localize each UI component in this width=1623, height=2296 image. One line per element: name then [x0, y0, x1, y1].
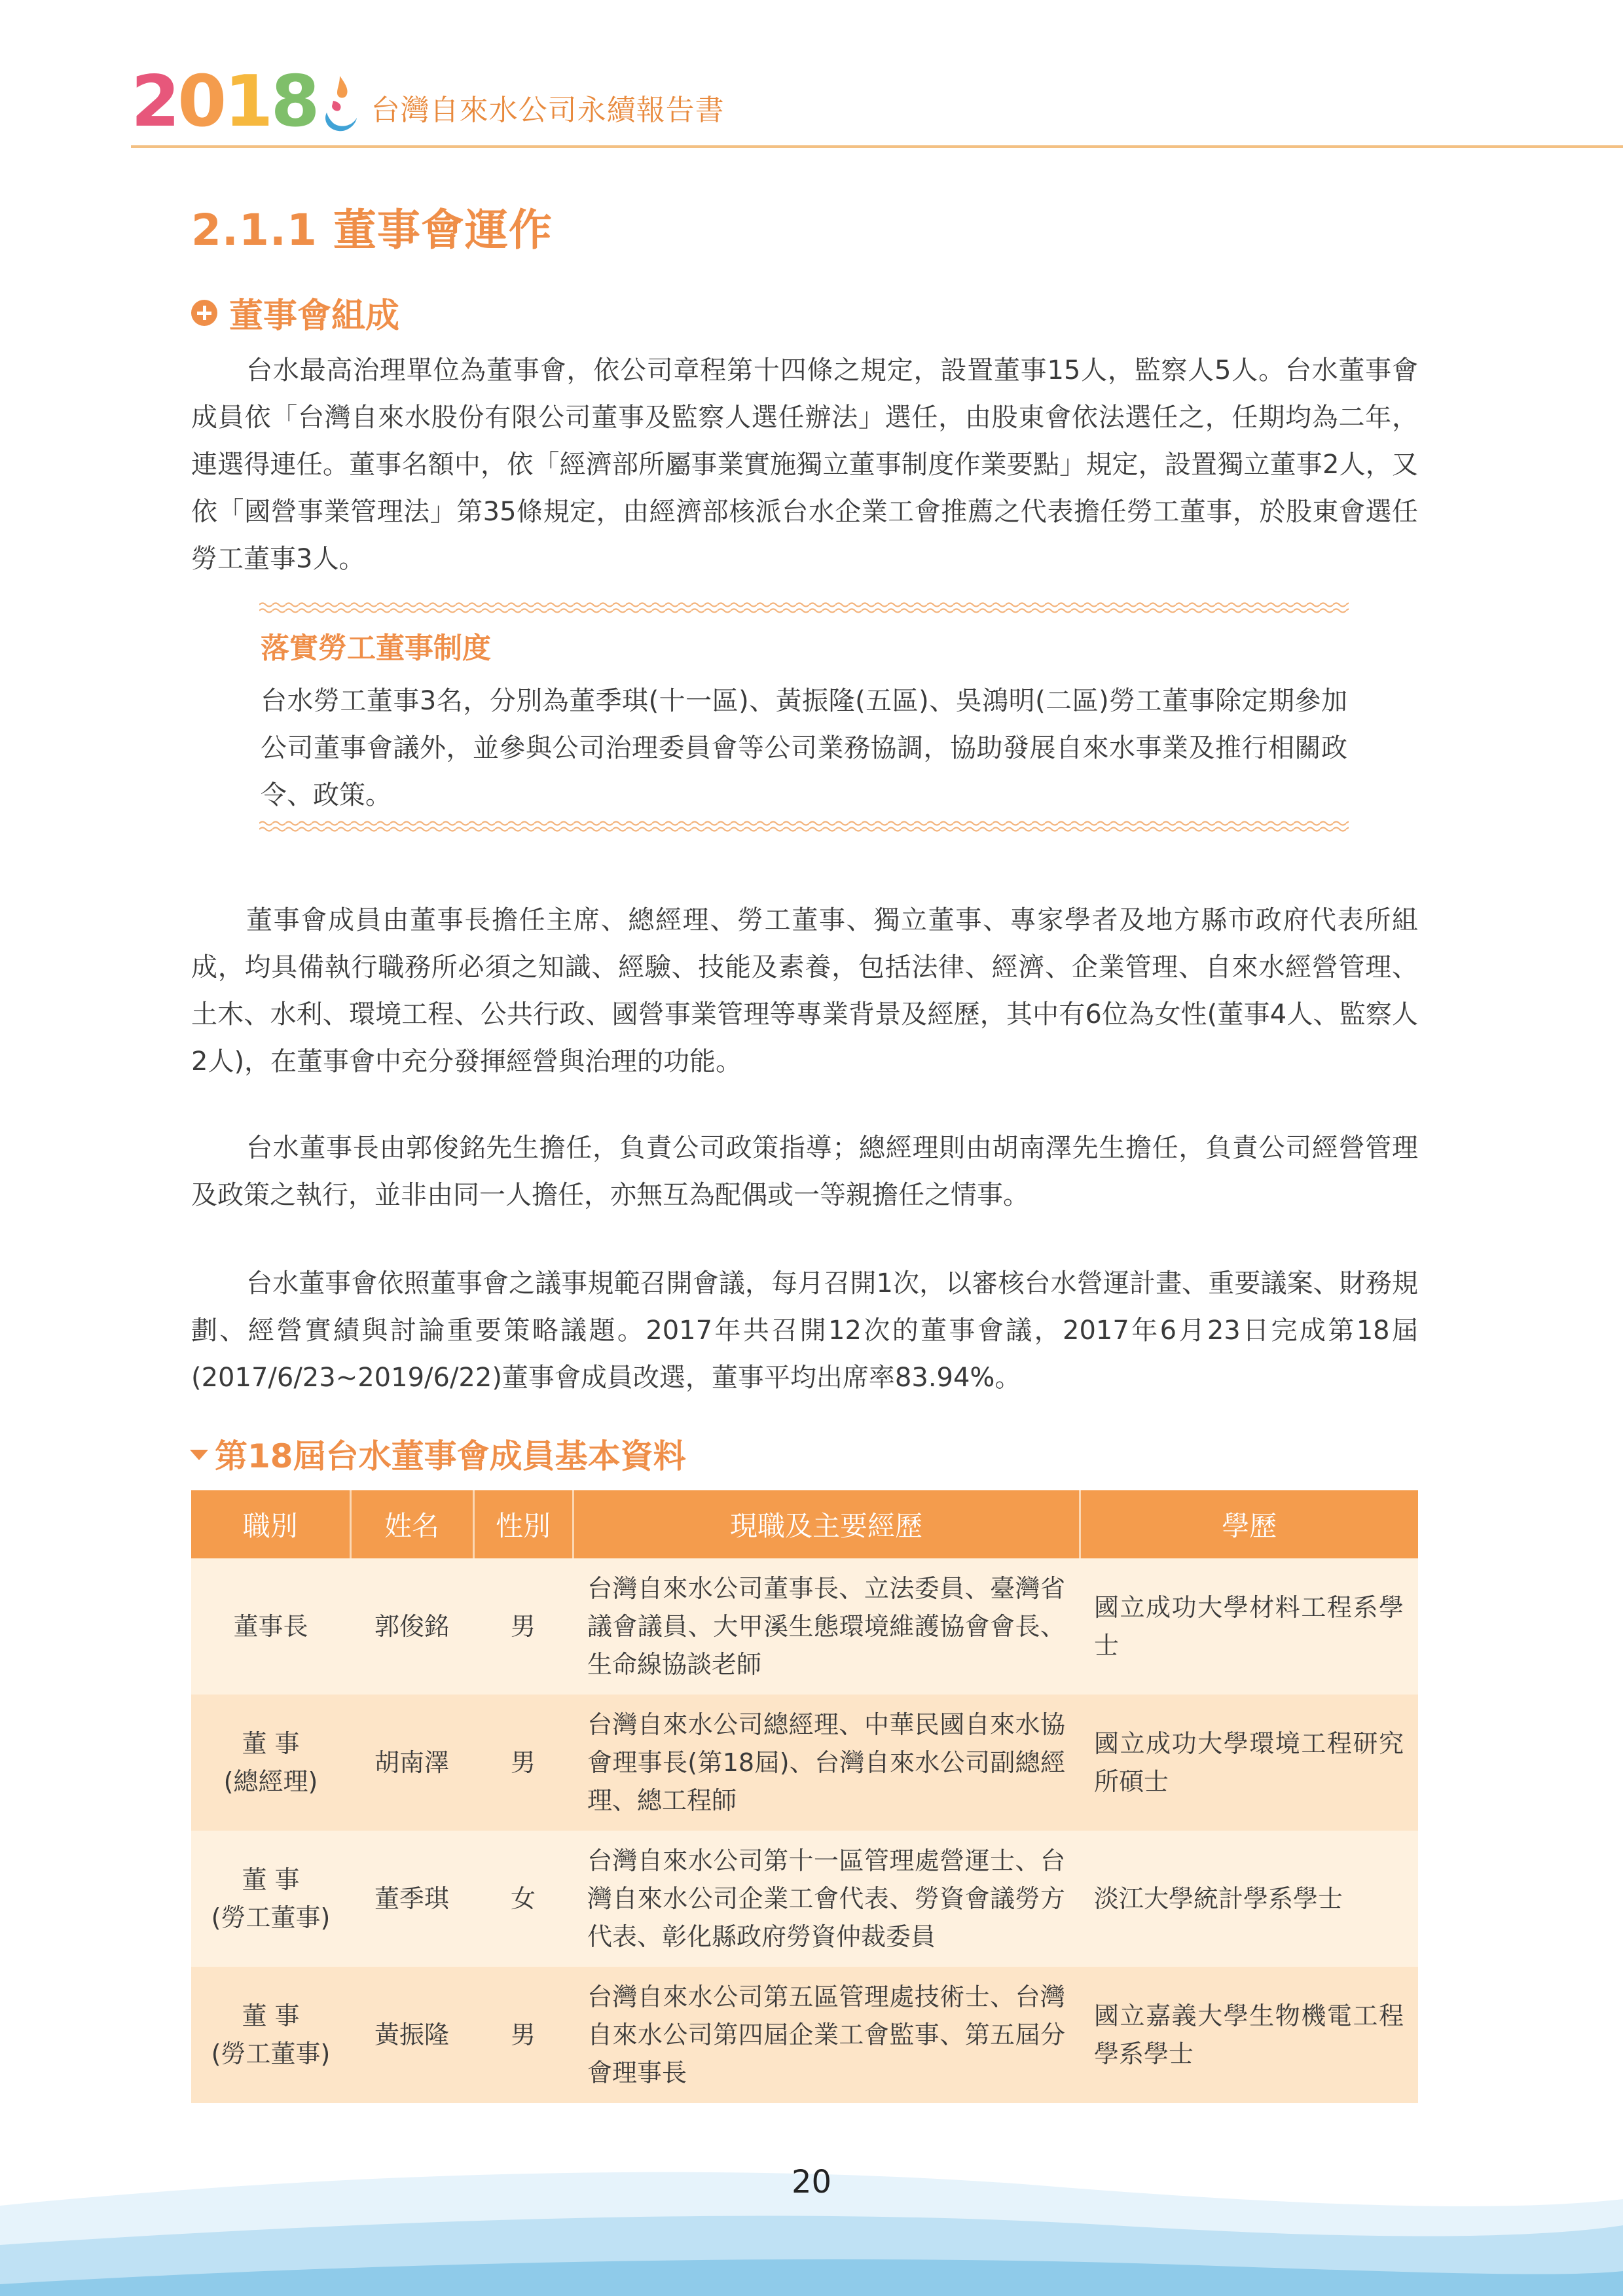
education-cell: 淡江大學統計學系學士	[1094, 1884, 1343, 1913]
role-title: 董 事	[242, 2001, 300, 2030]
paragraph: 董事會成員由董事長擔任主席、總經理、勞工董事、獨立董事、專家學者及地方縣市政府代表所組成，均具備執行職務所必須之知識、經驗、技能及素養，包括法律、經濟、企業管理、自來水經營管理、土木、水利、環境工程、公共行政、國營事業管理等專業背景及經歷，其中有6位為女性(董事4人、監察人2人)，在董事會中充分發揮經營與治理的功能。	[191, 905, 1418, 1077]
report-title: 台灣自來水公司永續報告書	[371, 94, 725, 127]
sub-title-text: 董事會組成	[229, 296, 400, 336]
role-title: 董 事	[242, 1865, 300, 1894]
name-cell: 董季琪	[374, 1884, 449, 1913]
report-header	[131, 61, 725, 143]
section-title: 2.1.1 董事會運作	[191, 205, 553, 255]
table-row	[191, 1558, 1418, 1695]
sub-title	[191, 288, 399, 337]
table-title-text: 第18屆台水董事會成員基本資料	[215, 1437, 686, 1475]
table-row	[191, 1831, 1418, 1967]
gender-cell: 男	[510, 2020, 536, 2049]
paragraph: 台水董事長由郭俊銘先生擔任，負責公司政策指導；總經理則由胡南澤先生擔任，負責公司經營管理及政策之執行，並非由同一人擔任，亦無互為配偶或一等親擔任之情事。	[191, 1133, 1418, 1210]
table-title	[190, 1430, 686, 1477]
column-header: 職別	[191, 1490, 350, 1558]
header-divider	[131, 145, 1623, 148]
role-cell	[191, 1831, 350, 1967]
role-cell	[191, 1967, 350, 2103]
column-header: 現職及主要經歷	[573, 1490, 1080, 1558]
board-members-table	[191, 1490, 1418, 2103]
experience-cell: 台灣自來水公司第五區管理處技術士、台灣自來水公司第四屆企業工會監事、第五屆分會理事長	[587, 1982, 1065, 2087]
callout-body: 台水勞工董事3名，分別為董季琪(十一區)、黃振隆(五區)、吳鴻明(二區)勞工董事除定期參加公司董事會議外，並參與公司治理委員會等公司業務協調，協助發展自來水事業及推行相關政令、政策。	[261, 686, 1347, 810]
column-header: 姓名	[350, 1490, 473, 1558]
education-cell: 國立成功大學環境工程研究所碩士	[1094, 1729, 1404, 1796]
gender-cell: 女	[510, 1884, 536, 1913]
gender-cell: 男	[510, 1612, 536, 1641]
year-digit: 1	[224, 61, 271, 143]
role-cell	[191, 1558, 350, 1695]
column-header: 性別	[473, 1490, 573, 1558]
paragraph: 台水董事會依照董事會之議事規範召開會議，每月召開1次，以審核台水營運計畫、重要議案、財務規劃、經營實績與討論重要策略議題。2017年共召開12次的董事會議，2017年6月23日完成第18屆(2017/6/23~2019/6/22)董事會成員改選，董事平均出席率83.94%。	[191, 1268, 1418, 1393]
gender-cell: 男	[510, 1748, 536, 1777]
year-digit: 2	[131, 61, 178, 143]
table-header-row	[191, 1490, 1418, 1558]
wavy-divider	[259, 819, 1349, 834]
callout-title: 落實勞工董事制度	[261, 632, 491, 665]
role-subtitle: (勞工董事)	[211, 1903, 331, 1932]
experience-cell: 台灣自來水公司董事長、立法委員、臺灣省議會議員、大甲溪生態環境維護協會會長、生命線協談老師	[587, 1574, 1065, 1679]
year-logo	[131, 61, 318, 143]
education-cell: 國立嘉義大學生物機電工程學系學士	[1094, 2001, 1404, 2068]
page-number: 20	[791, 2164, 832, 2200]
experience-cell: 台灣自來水公司第十一區管理處營運士、台灣自來水公司企業工會代表、勞資會議勞方代表、彰化縣政府勞資仲裁委員	[587, 1846, 1065, 1951]
role-title: 董 事	[242, 1729, 300, 1758]
year-digit: 8	[270, 61, 318, 143]
role-subtitle: (總經理)	[223, 1767, 318, 1796]
paragraph: 台水最高治理單位為董事會，依公司章程第十四條之規定，設置董事15人，監察人5人。台水董事會成員依「台灣自來水股份有限公司董事及監察人選任辦法」選任，由股東會依法選任之，任期均為二年，連選得連任。董事名額中，依「經濟部所屬事業實施獨立董事制度作業要點」規定，設置獨立董事2人，又依「國營事業管理法」第35條規定，由經濟部核派台水企業工會推薦之代表擔任勞工董事，於股東會選任勞工董事3人。	[191, 355, 1418, 574]
column-header: 學歷	[1080, 1490, 1418, 1558]
table-row	[191, 1967, 1418, 2103]
name-cell: 胡南澤	[374, 1748, 449, 1777]
wavy-divider	[259, 601, 1349, 615]
education-cell: 國立成功大學材料工程系學士	[1094, 1593, 1404, 1660]
plus-circle-icon	[191, 300, 217, 326]
name-cell: 郭俊銘	[374, 1612, 449, 1641]
table-row	[191, 1695, 1418, 1831]
water-drops-icon	[320, 72, 362, 137]
name-cell: 黃振隆	[374, 2020, 449, 2049]
role-title: 董事長	[233, 1612, 308, 1641]
caret-down-icon	[190, 1450, 208, 1460]
year-digit: 0	[177, 61, 225, 143]
role-cell	[191, 1695, 350, 1831]
experience-cell: 台灣自來水公司總經理、中華民國自來水協會理事長(第18屆)、台灣自來水公司副總經理、總工程師	[587, 1710, 1065, 1815]
role-subtitle: (勞工董事)	[211, 2039, 331, 2068]
